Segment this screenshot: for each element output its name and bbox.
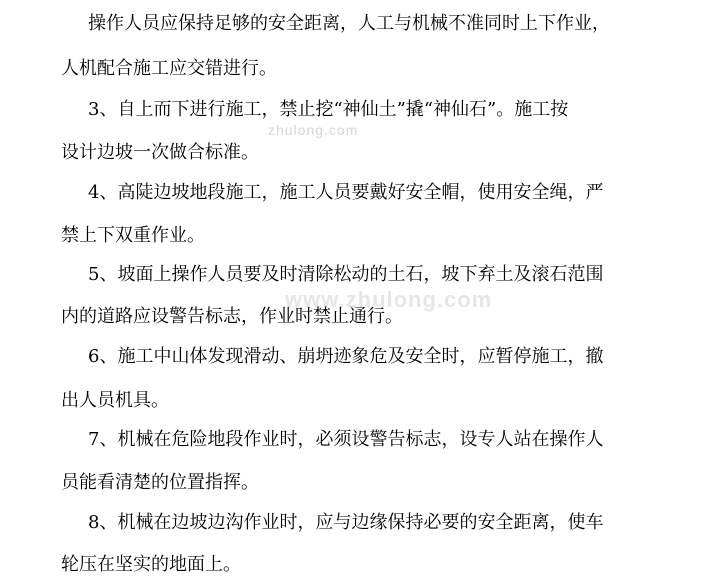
watermark-small: zhulong.com [268,122,359,138]
paragraph-6-line-2: 出人员机具。 [61,390,169,411]
paragraph-5-line-2: 内的道路应设警告标志，作业时禁止通行。 [61,306,403,327]
paragraph-4-line-2: 禁上下双重作业。 [61,225,205,246]
paragraph-1-line-2: 人机配合施工应交错进行。 [61,58,277,79]
paragraph-8-line-1: 8、机械在边坡边沟作业时，应与边缘保持必要的安全距离，使车 [88,512,604,533]
watermark-large: www.zhulong.com [285,287,493,312]
paragraph-1-line-1: 操作人员应保持足够的安全距离，人工与机械不准同时上下作业， [88,13,610,34]
paragraph-3-line-1: 3、自上而下进行施工，禁止挖“神仙土”撬“神仙石”。施工按 [88,99,569,120]
paragraph-7-line-2: 员能看清楚的位置指挥。 [61,472,259,493]
paragraph-4-line-1: 4、高陡边坡地段施工，施工人员要戴好安全帽，使用安全绳，严 [88,182,604,203]
paragraph-3-line-2: 设计边坡一次做合标准。 [61,142,259,163]
paragraph-5-line-1: 5、坡面上操作人员要及时清除松动的土石，坡下弃土及滚石范围 [88,264,604,285]
paragraph-8-line-2: 轮压在坚实的地面上。 [61,554,241,575]
paragraph-7-line-1: 7、机械在危险地段作业时，必须设警告标志，设专人站在操作人 [88,429,604,450]
paragraph-6-line-1: 6、施工中山体发现滑动、崩坍迹象危及安全时，应暂停施工，撤 [88,346,604,367]
